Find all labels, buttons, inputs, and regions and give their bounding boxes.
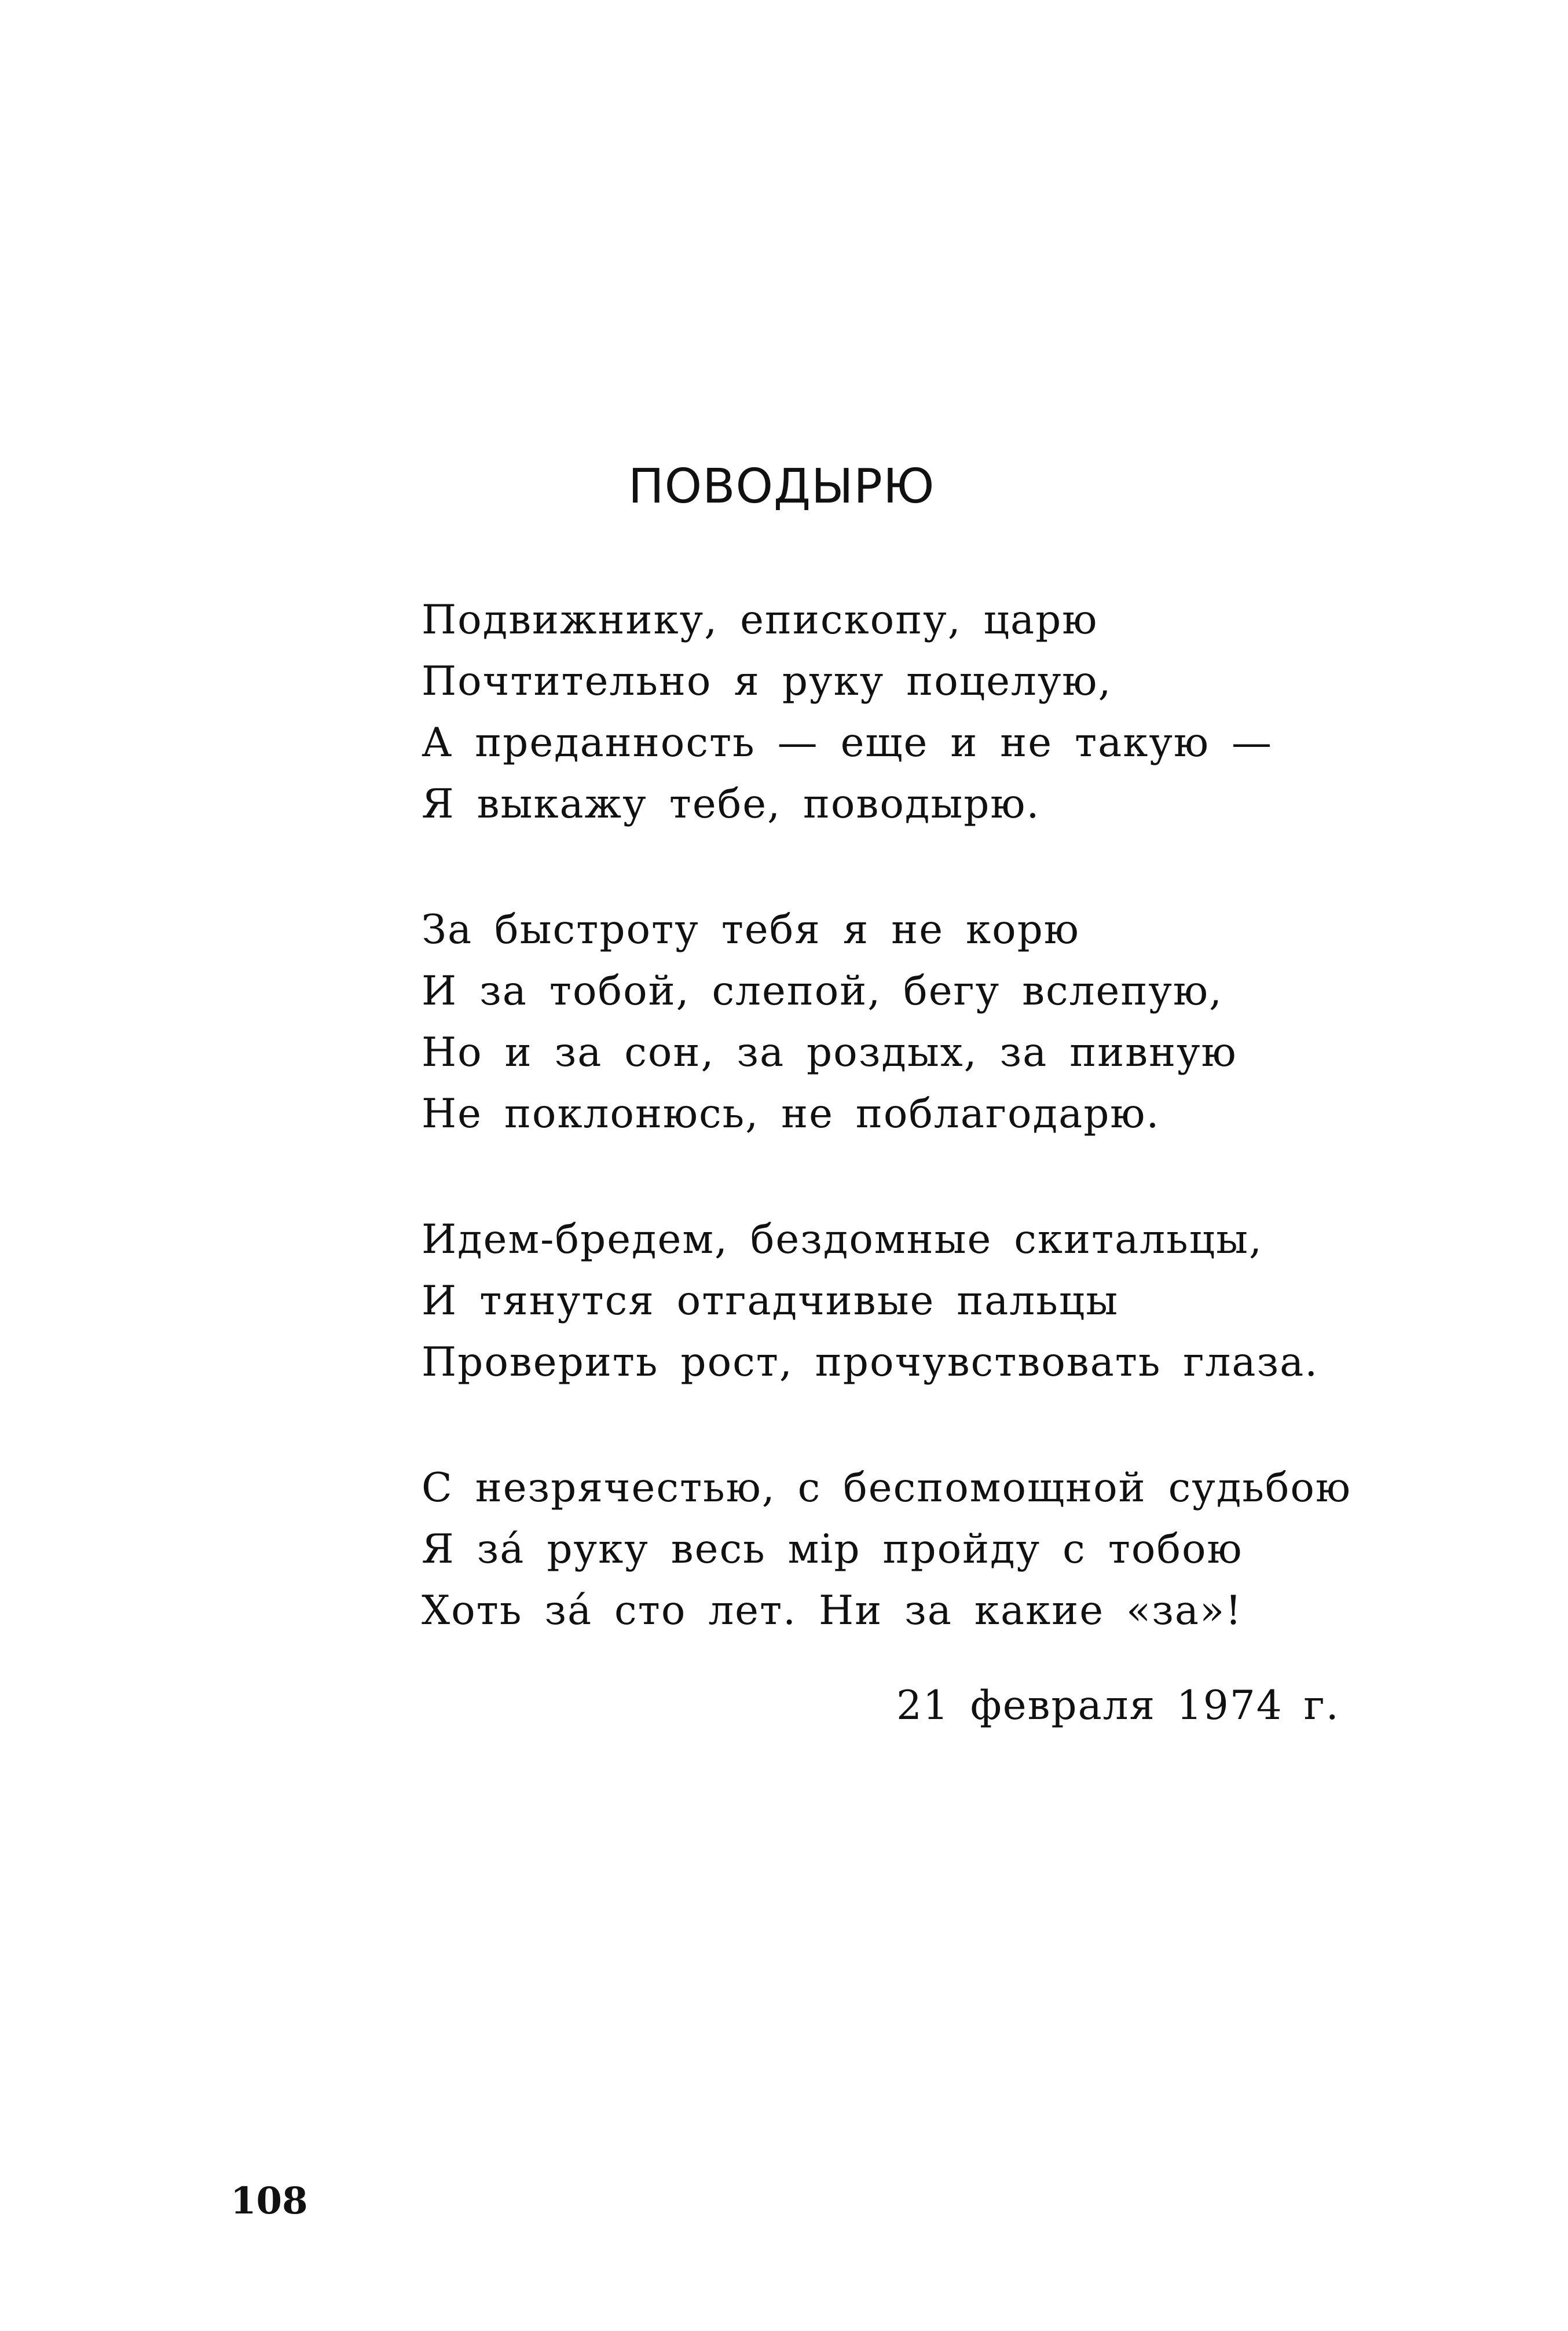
stanza-3: [422, 1209, 1406, 1393]
verse-line: Идем-бредем, бездомные скитальцы,: [422, 1216, 1263, 1263]
verse-line: Не поклонюсь, не поблагодарю.: [422, 1091, 1160, 1137]
verse-line: Почтительно я руку поцелую,: [422, 658, 1112, 705]
poem-date: 21 февраля 1974 г.: [896, 1683, 1340, 1729]
page-number: 108: [230, 2179, 308, 2223]
verse-line: С незрячестью, с беспомощной судьбою: [422, 1465, 1352, 1511]
verse-line: А преданность — еще и не такую —: [422, 720, 1273, 766]
verse-line: Но и за сон, за роздых, за пивную: [422, 1029, 1237, 1076]
verse-line: Проверить рост, прочувствовать глаза.: [422, 1339, 1319, 1386]
verse-line: И тянутся отгадчивые пальцы: [422, 1278, 1119, 1324]
verse-line: Я зá руку весь мiр пройду с тобою: [422, 1526, 1243, 1573]
verse-line: Подвижнику, епископу, царю: [422, 597, 1098, 643]
verse-line: И за тобой, слепой, бегу вслепую,: [422, 968, 1223, 1014]
stanza-2: [422, 899, 1406, 1145]
verse-line: За быстроту тебя я не корю: [422, 907, 1080, 953]
poem-body: [422, 589, 1406, 1706]
poem-title: ПОВОДЫРЮ: [628, 459, 935, 514]
stanza-4: [422, 1457, 1406, 1641]
verse-line: Я выкажу тебе, поводырю.: [422, 781, 1041, 827]
stanza-1: [422, 589, 1406, 835]
verse-line: Хоть зá сто лет. Ни за какие «за»!: [422, 1588, 1243, 1634]
